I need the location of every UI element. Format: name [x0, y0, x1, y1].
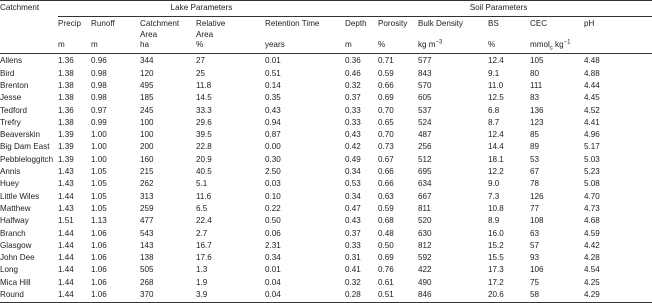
cell-precip: 1.39: [58, 130, 74, 140]
cell-cec: 77: [530, 203, 540, 213]
cell-relative-area: 3.9: [196, 290, 265, 303]
cell-cec: 105: [530, 56, 544, 66]
table-row: [0, 130, 652, 142]
cell-retention-time: 2.50: [265, 167, 281, 177]
cell-relative-area: 40.5: [196, 167, 212, 177]
cell-depth: 0.37: [345, 228, 361, 238]
cell-runoff: 0.98: [91, 68, 107, 78]
cell-bulk-density: 512: [418, 154, 432, 164]
cell-relative-area: 16.7: [196, 240, 212, 250]
cell-retention-time: 0.01: [265, 56, 281, 66]
cell-catchment-area: 100: [140, 130, 154, 140]
unit-relative-area: %: [196, 40, 265, 54]
table-row: [0, 229, 652, 241]
cell-porosity: 0.70: [378, 105, 394, 115]
cell-ph: 5.03: [584, 154, 600, 164]
unit-header-row: [0, 40, 652, 54]
cell-bs: 15.2: [488, 240, 504, 250]
table-row: [0, 216, 652, 228]
cell-ph: 5.23: [584, 167, 600, 177]
cell-ph: 4.28: [584, 253, 600, 263]
cell-runoff: 1.00: [91, 130, 107, 140]
cell-depth: 0.49: [345, 154, 361, 164]
cell-bulk-density: 487: [418, 130, 432, 140]
catchment-group-header: Catchment: [0, 1, 58, 17]
cell-precip: 1.44: [58, 191, 74, 201]
column-header-depth: Depth: [345, 17, 378, 41]
cell-porosity: 0.76: [378, 265, 394, 275]
table-row: [0, 253, 652, 265]
cell-relative-area: 22.4: [196, 216, 212, 226]
column-header-row: [0, 17, 652, 41]
cell-catchment-name: Branch: [0, 228, 26, 238]
table-row: [0, 241, 652, 253]
cell-precip: 1.38: [58, 81, 74, 90]
cell-ph: 4.88: [584, 68, 600, 78]
cell-precip: 1.44: [58, 253, 74, 263]
table-row: [0, 81, 652, 93]
cell-retention-time: 0.34: [265, 253, 281, 263]
relative-area-label: Relative Area: [196, 19, 226, 39]
soil-parameters-group-header: Soil Parameters: [345, 1, 652, 17]
cell-precip: 1.38: [58, 68, 74, 78]
cell-catchment-name: Mica Hill: [0, 277, 31, 287]
cell-cec: 80: [530, 68, 540, 78]
group-header-row: [0, 1, 652, 17]
unit-cec: [530, 40, 584, 54]
cell-cec: 83: [530, 93, 540, 103]
cell-catchment-name: Pebbleloggitch: [0, 154, 54, 164]
cell-ph: 4.70: [584, 191, 600, 201]
cell-precip: 1.51: [58, 216, 74, 226]
cell-bs: 12.2: [488, 167, 504, 177]
cell-precip: 1.44: [58, 277, 74, 287]
cell-retention-time: 0.14: [265, 81, 281, 90]
cell-retention-time: 0.35: [265, 93, 281, 103]
cell-runoff: 1.05: [91, 167, 107, 177]
cell-depth: 0.32: [345, 277, 361, 287]
cell-retention-time: 0.03: [265, 179, 281, 189]
column-header-relative-area: [196, 17, 265, 41]
cell-bulk-density: 592: [418, 253, 432, 263]
cell-runoff: 1.00: [91, 142, 107, 152]
cell-precip: 1.38: [58, 93, 74, 103]
cell-bulk-density: 490: [418, 277, 432, 287]
cell-precip: 1.44: [58, 228, 74, 238]
cell-catchment-name: Brenton: [0, 81, 29, 90]
cell-retention-time: 0.50: [265, 216, 281, 226]
cell-porosity: 0.69: [378, 93, 394, 103]
cell-depth: 0.34: [345, 167, 361, 177]
cell-ph: 4.73: [584, 203, 600, 213]
cell-retention-time: 0.06: [265, 228, 281, 238]
cell-depth: 0.43: [345, 216, 361, 226]
cell-catchment-area: 495: [140, 81, 154, 90]
cell-catchment-area: 143: [140, 240, 154, 250]
cell-retention-time: 0.04: [265, 290, 345, 303]
cell-runoff: 1.05: [91, 179, 107, 189]
cell-bulk-density: 577: [418, 56, 432, 66]
cell-retention-time: 0.04: [265, 277, 281, 287]
cell-cec: 85: [530, 130, 540, 140]
cell-precip: 1.39: [58, 142, 74, 152]
cell-relative-area: 33.3: [196, 105, 212, 115]
cell-catchment-area: 543: [140, 228, 154, 238]
cell-bulk-density: 846: [418, 290, 488, 303]
table-row: [0, 93, 652, 105]
cell-cec: 78: [530, 179, 540, 189]
unit-runoff: m: [91, 40, 140, 54]
cell-porosity: 0.51: [378, 290, 418, 303]
cell-retention-time: 0.00: [265, 142, 281, 152]
cell-catchment-area: 100: [140, 117, 154, 127]
cell-bs: 9.1: [488, 68, 500, 78]
cell-depth: 0.53: [345, 179, 361, 189]
cell-catchment-area: 344: [140, 56, 154, 66]
cell-relative-area: 2.7: [196, 228, 208, 238]
cell-bs: 6.8: [488, 105, 500, 115]
cell-precip: 1.43: [58, 167, 74, 177]
table-body: [0, 54, 652, 303]
cell-precip: 1.36: [58, 56, 74, 66]
cell-bs: 11.0: [488, 81, 504, 90]
cell-depth: 0.46: [345, 68, 361, 78]
column-header-catchment-area: [140, 17, 196, 41]
cell-depth: 0.33: [345, 117, 361, 127]
cell-runoff: 0.98: [91, 93, 107, 103]
column-header-precip: Precip: [58, 17, 91, 41]
cell-depth: 0.43: [345, 130, 361, 140]
cell-precip: 1.38: [58, 117, 74, 127]
table-row: [0, 142, 652, 154]
unit-porosity: %: [378, 40, 418, 54]
cell-porosity: 0.67: [378, 154, 394, 164]
column-header-ph: pH: [584, 17, 652, 41]
cell-porosity: 0.61: [378, 277, 394, 287]
cell-porosity: 0.65: [378, 117, 394, 127]
cell-porosity: 0.70: [378, 130, 394, 140]
column-header-name: [0, 17, 58, 41]
cell-bs: 8.7: [488, 117, 500, 127]
cell-retention-time: 0.30: [265, 154, 281, 164]
cell-bulk-density: 537: [418, 105, 432, 115]
cell-catchment-name: Beaverskin: [0, 130, 41, 140]
table-row: [0, 192, 652, 204]
cell-catchment-name: Annis: [0, 167, 21, 177]
cell-bulk-density: 524: [418, 117, 432, 127]
cell-bulk-density: 667: [418, 191, 432, 201]
table-row: [0, 54, 652, 69]
cell-depth: 0.32: [345, 81, 361, 90]
cell-bulk-density: 256: [418, 142, 432, 152]
cell-cec: 111: [530, 81, 543, 90]
cell-relative-area: 17.6: [196, 253, 212, 263]
cell-bulk-density: 520: [418, 216, 432, 226]
lake-parameters-group-header: Lake Parameters: [58, 1, 345, 17]
cell-retention-time: 0.87: [265, 130, 281, 140]
cell-relative-area: 1.3: [196, 265, 208, 275]
cell-cec: 63: [530, 228, 540, 238]
cell-catchment-area: 313: [140, 191, 154, 201]
cell-bs: 10.8: [488, 203, 504, 213]
cell-ph: 4.52: [584, 105, 600, 115]
cell-ph: 4.41: [584, 117, 600, 127]
cell-relative-area: 29.6: [196, 117, 212, 127]
column-header-porosity: Porosity: [378, 17, 418, 41]
cell-retention-time: 2.31: [265, 240, 281, 250]
cell-catchment-name: Bird: [0, 68, 15, 78]
cell-depth: 0.33: [345, 240, 361, 250]
cell-runoff: 1.06: [91, 240, 107, 250]
cell-runoff: 1.06: [91, 290, 140, 303]
cell-precip: 1.44: [58, 265, 74, 275]
cell-bulk-density: 422: [418, 265, 432, 275]
cell-relative-area: 14.5: [196, 93, 212, 103]
cell-catchment-area: 200: [140, 142, 154, 152]
unit-retention-time: years: [265, 40, 345, 54]
cell-precip: 1.39: [58, 154, 74, 164]
cell-catchment-name: Long: [0, 265, 19, 275]
cell-catchment-name: Glasgow: [0, 240, 32, 250]
cell-ph: 4.29: [584, 290, 652, 303]
cell-bs: 7.3: [488, 191, 500, 201]
cell-cec: 93: [530, 253, 540, 263]
unit-bulk-density: [418, 40, 488, 54]
cell-bulk-density: 843: [418, 68, 432, 78]
cell-runoff: 1.05: [91, 191, 107, 201]
cell-relative-area: 1.9: [196, 277, 208, 287]
cell-porosity: 0.59: [378, 203, 394, 213]
column-header-runoff: Runoff: [91, 17, 140, 41]
cell-bulk-density: 695: [418, 167, 432, 177]
unit-depth: m: [345, 40, 378, 54]
column-header-retention-time: Retention Time: [265, 17, 345, 41]
cell-porosity: 0.73: [378, 142, 394, 152]
cell-catchment-name: Matthew: [0, 203, 31, 213]
cell-catchment-area: 268: [140, 277, 154, 287]
unit-bs: %: [488, 40, 530, 54]
cell-porosity: 0.59: [378, 68, 394, 78]
cell-depth: 0.47: [345, 203, 361, 213]
cell-runoff: 1.13: [91, 216, 107, 226]
cell-cec: 58: [530, 290, 584, 303]
cell-porosity: 0.66: [378, 179, 394, 189]
table-row: [0, 69, 652, 81]
cell-bs: 16.0: [488, 228, 504, 238]
cell-relative-area: 22.8: [196, 142, 212, 152]
cell-ph: 4.96: [584, 130, 600, 140]
cell-depth: 0.31: [345, 253, 361, 263]
cell-runoff: 1.00: [91, 154, 107, 164]
cell-retention-time: 0.22: [265, 203, 281, 213]
cell-catchment-area: 120: [140, 68, 154, 78]
table-row: [0, 265, 652, 277]
cell-porosity: 0.68: [378, 216, 394, 226]
table-row: [0, 179, 652, 191]
cell-relative-area: 11.8: [196, 81, 212, 90]
cell-relative-area: 5.1: [196, 179, 208, 189]
cell-cec: 67: [530, 167, 540, 177]
cell-catchment-area: 245: [140, 105, 154, 115]
cell-relative-area: 6.5: [196, 203, 208, 213]
cell-bs: 17.3: [488, 265, 504, 275]
cell-cec: 53: [530, 154, 540, 164]
table-row: [0, 278, 652, 290]
cell-bulk-density: 570: [418, 81, 432, 90]
cell-ph: 5.17: [584, 142, 600, 152]
column-header-bs: BS: [488, 17, 530, 41]
cell-catchment-area: 477: [140, 216, 154, 226]
cell-porosity: 0.48: [378, 228, 394, 238]
cell-bs: 12.4: [488, 130, 504, 140]
cell-porosity: 0.66: [378, 167, 394, 177]
cell-precip: 1.43: [58, 203, 74, 213]
cell-cec: 89: [530, 142, 540, 152]
unit-cec-rest: kg: [552, 40, 564, 50]
cell-ph: 4.45: [584, 93, 600, 103]
cell-runoff: 0.99: [91, 117, 107, 127]
cell-bs: 15.5: [488, 253, 504, 263]
cell-cec: 123: [530, 117, 544, 127]
cell-ph: 4.25: [584, 277, 600, 287]
cell-relative-area: 20.9: [196, 154, 212, 164]
cell-catchment-area: 259: [140, 203, 154, 213]
cell-retention-time: 0.01: [265, 265, 281, 275]
cell-bs: 8.9: [488, 216, 500, 226]
unit-cec-subscript: c: [549, 46, 553, 53]
cell-catchment-area: 215: [140, 167, 154, 177]
cell-catchment-name: Halfway: [0, 216, 29, 226]
unit-catchment-area: ha: [140, 40, 196, 54]
cell-catchment-area: 262: [140, 179, 154, 189]
cell-bs: 18.1: [488, 154, 504, 164]
cell-precip: 1.36: [58, 105, 74, 115]
cell-retention-time: 0.10: [265, 191, 281, 201]
cell-precip: 1.43: [58, 179, 74, 189]
cell-porosity: 0.66: [378, 81, 394, 90]
unit-name: [0, 40, 58, 54]
cell-bs: 9.0: [488, 179, 500, 189]
cell-depth: 0.42: [345, 142, 361, 152]
cell-porosity: 0.63: [378, 191, 394, 201]
cell-runoff: 0.98: [91, 81, 107, 90]
cell-ph: 4.59: [584, 228, 600, 238]
cell-depth: 0.34: [345, 191, 361, 201]
cell-retention-time: 0.94: [265, 117, 281, 127]
cell-depth: 0.41: [345, 265, 361, 275]
cell-depth: 0.28: [345, 290, 378, 303]
cell-depth: 0.37: [345, 93, 361, 103]
cell-bs: 20.6: [488, 290, 530, 303]
cell-catchment-area: 505: [140, 265, 154, 275]
column-header-cec: CEC: [530, 17, 584, 41]
cell-bulk-density: 811: [418, 203, 431, 213]
cell-ph: 4.68: [584, 216, 600, 226]
cell-depth: 0.33: [345, 105, 361, 115]
cell-catchment-area: 138: [140, 253, 154, 263]
cell-cec: 108: [530, 216, 544, 226]
cell-ph: 4.42: [584, 240, 600, 250]
column-header-bulk-density: Bulk Density: [418, 17, 488, 41]
cell-cec: 75: [530, 277, 540, 287]
unit-cec-base: mmol: [530, 40, 550, 50]
cell-relative-area: 39.5: [196, 130, 212, 140]
cell-catchment-name: Trefry: [0, 117, 21, 127]
cell-bulk-density: 605: [418, 93, 432, 103]
cell-ph: 5.08: [584, 179, 600, 189]
cell-catchment-name: Allens: [0, 56, 23, 66]
unit-precip: m: [58, 40, 91, 54]
cell-cec: 136: [530, 105, 544, 115]
cell-catchment-name: Big Dam East: [0, 142, 50, 152]
cell-relative-area: 27: [196, 56, 206, 66]
cell-precip: 1.44: [58, 240, 74, 250]
cell-ph: 4.44: [584, 81, 600, 90]
cell-ph: 4.54: [584, 265, 600, 275]
cell-ph: 4.48: [584, 56, 600, 66]
cell-runoff: 1.05: [91, 203, 107, 213]
cell-catchment-area: 370: [140, 290, 196, 303]
cell-catchment-name: John Dee: [0, 253, 35, 263]
table-row: [0, 290, 652, 303]
cell-catchment-name: Tedford: [0, 105, 27, 115]
table-row: [0, 118, 652, 130]
cell-porosity: 0.50: [378, 240, 394, 250]
cell-relative-area: 11.6: [196, 191, 212, 201]
cell-catchment-name: Huey: [0, 179, 19, 189]
unit-ph: [584, 40, 652, 54]
cell-bs: 12.5: [488, 93, 504, 103]
cell-retention-time: 0.43: [265, 105, 281, 115]
table-row: [0, 106, 652, 118]
cell-depth: 0.36: [345, 56, 361, 66]
cell-runoff: 1.06: [91, 277, 107, 287]
cell-catchment-area: 160: [140, 154, 154, 164]
cell-porosity: 0.69: [378, 253, 394, 263]
cell-bulk-density: 812: [418, 240, 432, 250]
cell-catchment-name: Round: [0, 290, 58, 303]
cell-runoff: 1.06: [91, 265, 107, 275]
cell-porosity: 0.71: [378, 56, 394, 66]
cell-cec: 106: [530, 265, 544, 275]
cell-runoff: 1.06: [91, 228, 107, 238]
cell-bs: 14.4: [488, 142, 504, 152]
cell-bulk-density: 630: [418, 228, 432, 238]
cell-bs: 17.2: [488, 277, 504, 287]
cell-retention-time: 0.51: [265, 68, 281, 78]
cell-relative-area: 25: [196, 68, 206, 78]
cell-catchment-name: Jesse: [0, 93, 22, 103]
cell-bs: 12.4: [488, 56, 504, 66]
cell-runoff: 0.97: [91, 105, 107, 115]
cell-runoff: 0.96: [91, 56, 107, 66]
cell-bulk-density: 634: [418, 179, 432, 189]
unit-bulk-density-base: kg m: [418, 40, 436, 50]
catchment-area-label: Catchment Area: [140, 19, 180, 39]
cell-cec: 126: [530, 191, 544, 201]
cell-catchment-name: Little Wiles: [0, 191, 40, 201]
cell-precip: 1.44: [58, 290, 91, 303]
table-row: [0, 155, 652, 167]
table-row: [0, 167, 652, 179]
cell-runoff: 1.06: [91, 253, 107, 263]
unit-cec-exponent: −1: [563, 39, 571, 46]
unit-bulk-density-exponent: −3: [435, 39, 443, 46]
cell-catchment-area: 185: [140, 93, 154, 103]
table-row: [0, 204, 652, 216]
cell-cec: 57: [530, 240, 540, 250]
